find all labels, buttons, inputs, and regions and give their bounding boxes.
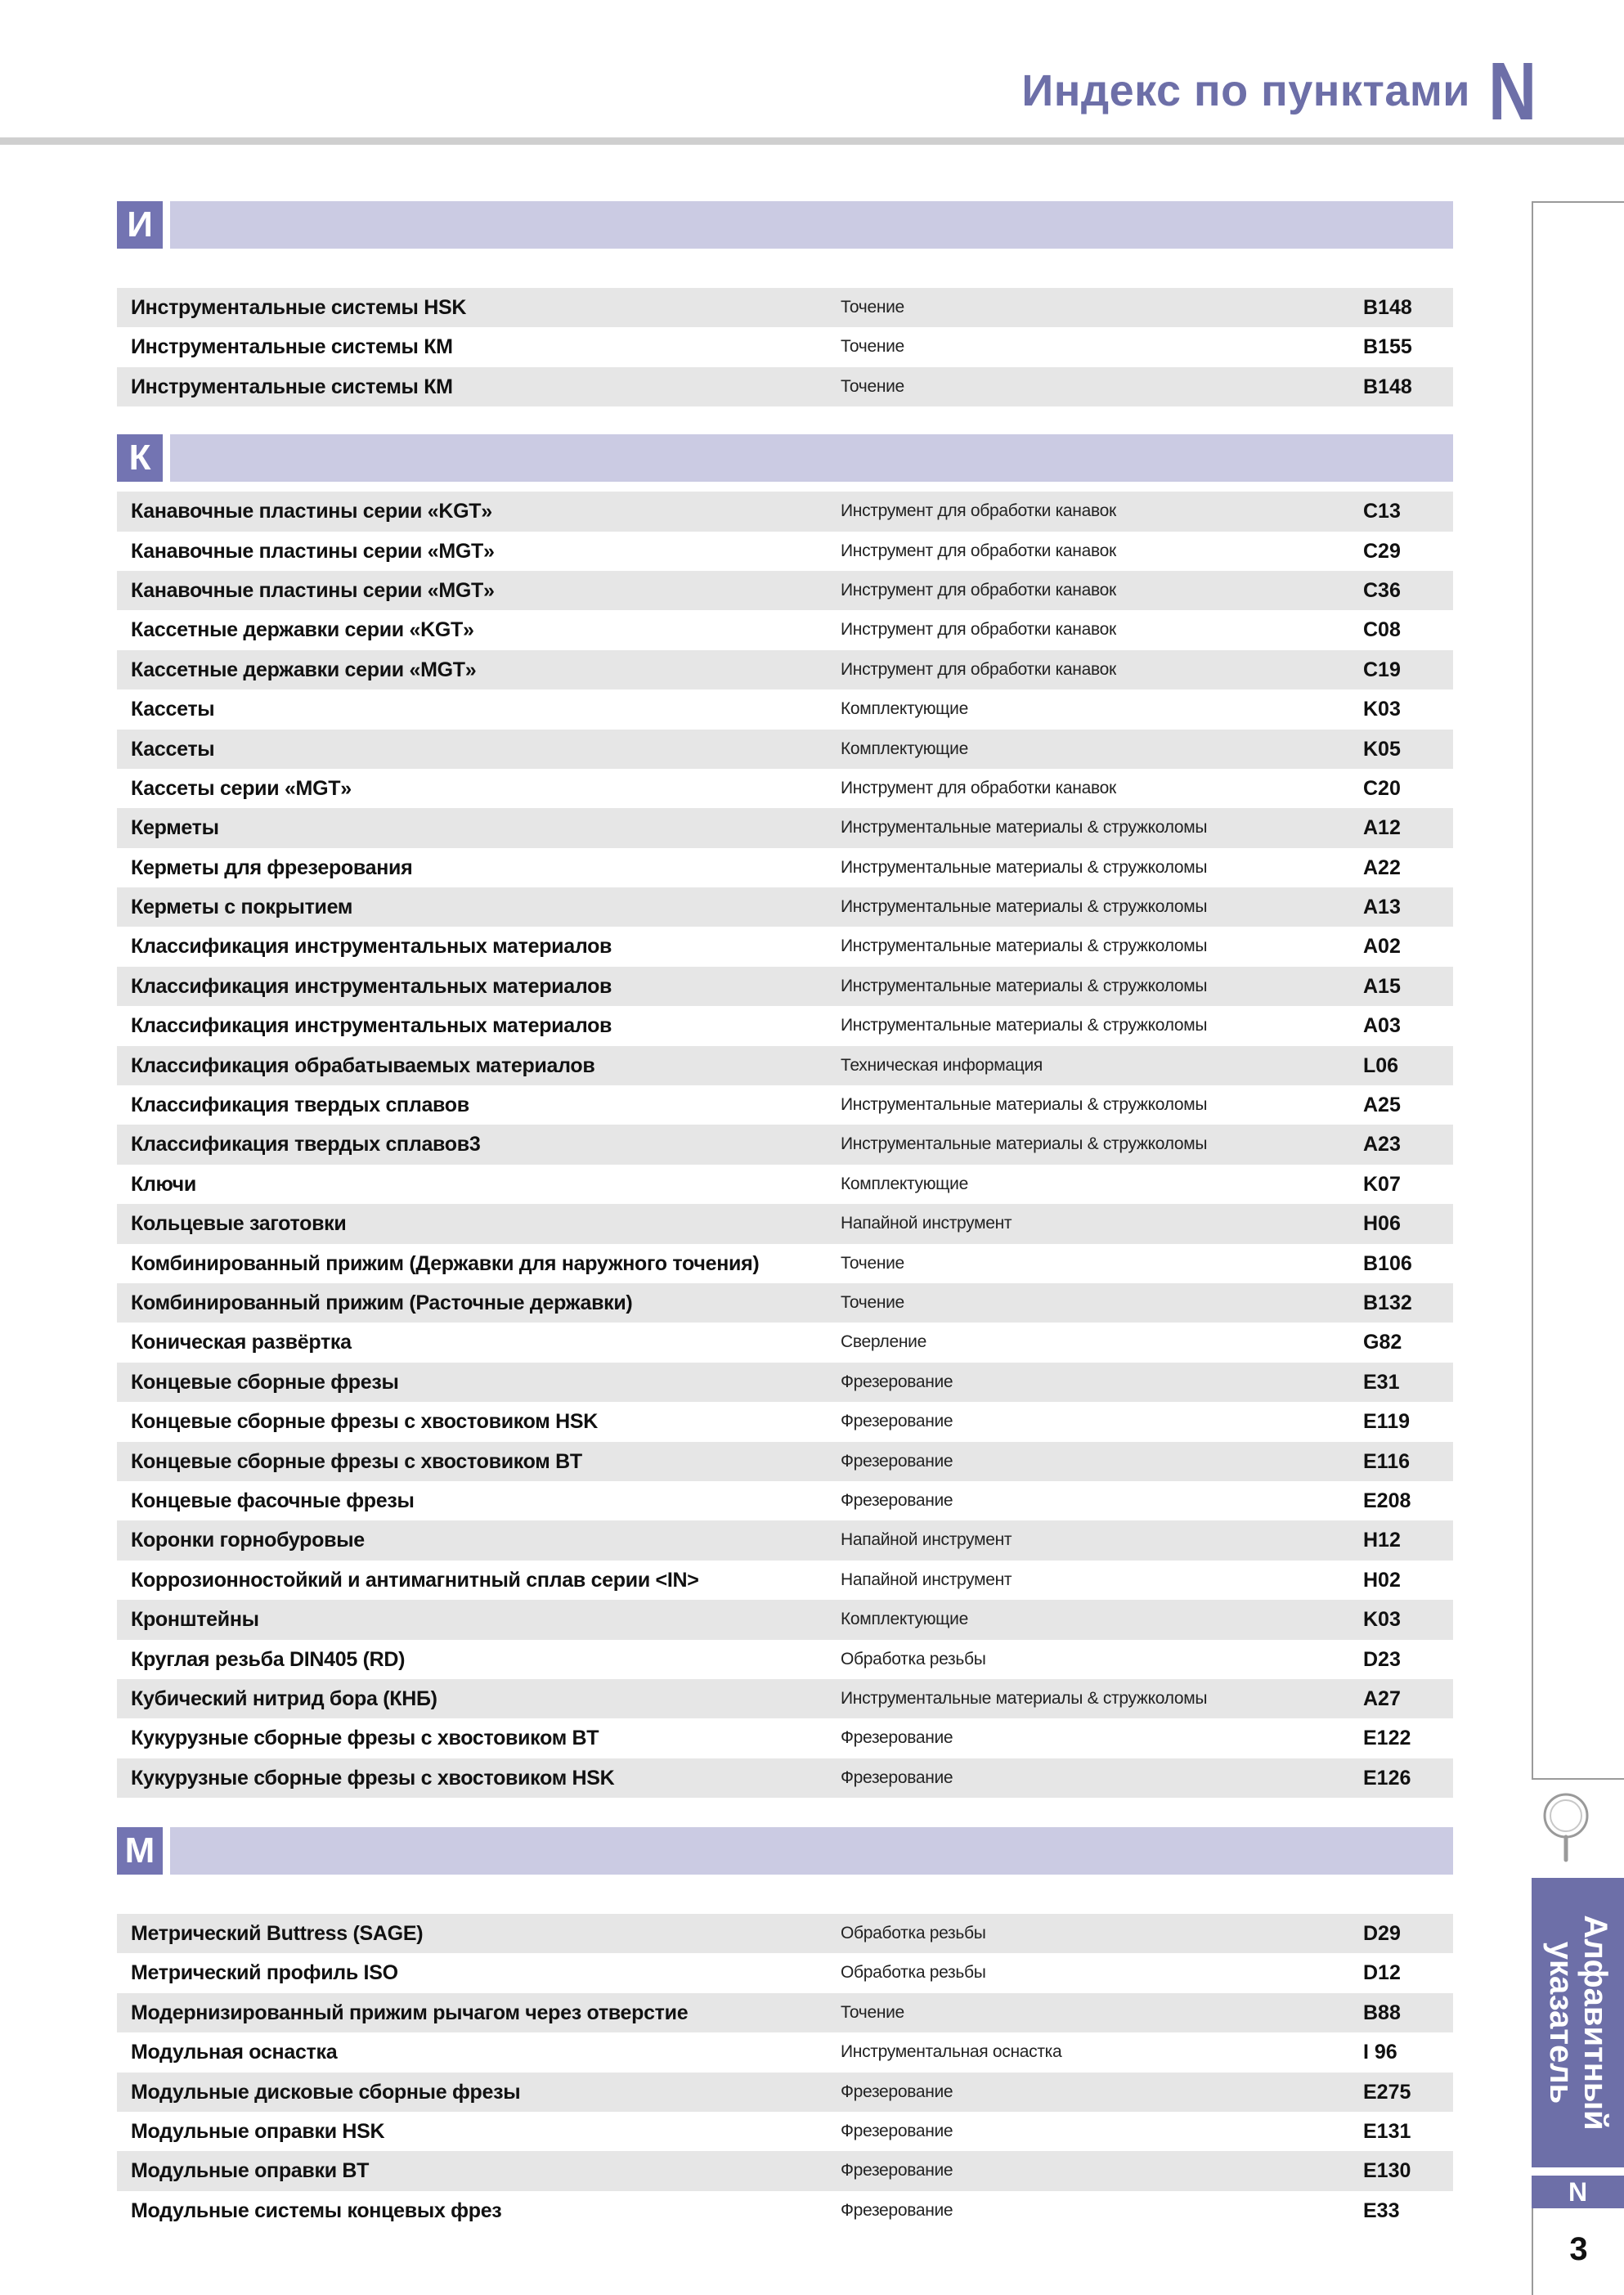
index-row[interactable] (117, 2073, 1453, 2112)
item-page-ref: C20 (1363, 776, 1401, 800)
item-page-ref: A27 (1363, 1686, 1401, 1710)
magnifier-icon (1541, 1791, 1591, 1865)
item-name: Концевые фасочные фрезы (131, 1489, 415, 1512)
item-name: Керметы с покрытием (131, 896, 353, 919)
item-category: Точение (841, 376, 904, 396)
item-category: Фрезерование (841, 1451, 953, 1471)
item-page-ref: A15 (1363, 974, 1401, 998)
item-page-ref: E131 (1363, 2120, 1411, 2144)
section-bar (170, 434, 1453, 482)
index-row[interactable] (117, 730, 1453, 769)
index-row[interactable] (117, 1283, 1453, 1323)
item-category: Сверление (841, 1332, 926, 1352)
item-category: Фрезерование (841, 2161, 953, 2180)
item-page-ref: C13 (1363, 500, 1401, 523)
item-category: Обработка резьбы (841, 1924, 986, 1943)
item-category: Инструмент для обработки канавок (841, 501, 1116, 521)
item-category: Инструмент для обработки канавок (841, 778, 1116, 797)
header-divider (0, 137, 1624, 145)
item-name: Классификация твердых сплавов3 (131, 1133, 481, 1156)
item-page-ref: E122 (1363, 1727, 1411, 1750)
item-page-ref: E116 (1363, 1449, 1411, 1473)
index-row[interactable] (117, 1244, 1453, 1283)
item-page-ref: B155 (1363, 335, 1412, 359)
item-page-ref: A23 (1363, 1133, 1401, 1156)
section-header (117, 1827, 1453, 1875)
item-page-ref: E33 (1363, 2198, 1400, 2222)
item-category: Инструмент для обработки канавок (841, 620, 1116, 640)
index-row[interactable] (117, 1442, 1453, 1481)
item-name: Модульные системы концевых фрез (131, 2198, 502, 2222)
item-page-ref: C29 (1363, 539, 1401, 563)
item-page-ref: B148 (1363, 375, 1412, 398)
item-name: Канавочные пластины серии «MGT» (131, 539, 495, 563)
item-name: Классификация инструментальных материалов (131, 935, 612, 959)
item-name: Концевые сборные фрезы с хвостовиком BT (131, 1449, 582, 1473)
item-page-ref: E130 (1363, 2159, 1411, 2183)
item-page-ref: D12 (1363, 1961, 1401, 1985)
item-name: Канавочные пластины серии «KGT» (131, 500, 492, 523)
item-name: Классификация инструментальных материалов (131, 1014, 612, 1038)
index-row[interactable] (117, 2151, 1453, 2190)
item-category: Точение (841, 1253, 904, 1273)
item-name: Комбинированный прижим (Расточные державки) (131, 1291, 633, 1314)
index-row[interactable] (117, 2191, 1453, 2230)
side-tab-alphabetical-index[interactable] (1532, 1878, 1624, 2167)
item-category: Фрезерование (841, 2082, 953, 2101)
item-name: Кассетные державки серии «MGT» (131, 658, 477, 681)
item-page-ref: K03 (1363, 1608, 1401, 1632)
section-header (117, 201, 1453, 249)
index-row[interactable] (117, 927, 1453, 966)
index-row[interactable] (117, 650, 1453, 689)
index-row[interactable] (117, 288, 1453, 327)
index-section (117, 1827, 1453, 2230)
side-tab-label (1544, 1915, 1613, 2130)
item-page-ref: E126 (1363, 1766, 1411, 1790)
item-name: Модернизированный прижим рычагом через отверстие (131, 2001, 689, 2024)
item-name: Кассетные державки серии «KGT» (131, 618, 474, 642)
item-page-ref: A02 (1363, 935, 1401, 959)
item-page-ref: K05 (1363, 737, 1401, 761)
index-row[interactable] (117, 327, 1453, 366)
item-page-ref: B106 (1363, 1251, 1412, 1275)
item-category: Напайной инструмент (841, 1214, 1012, 1233)
index-row[interactable] (117, 2032, 1453, 2072)
item-name: Коническая развёртка (131, 1331, 352, 1354)
item-name: Коронки горнобуровые (131, 1529, 365, 1552)
item-page-ref: E275 (1363, 2080, 1411, 2104)
index-row[interactable] (117, 1481, 1453, 1520)
item-category: Фрезерование (841, 1372, 953, 1391)
index-row[interactable] (117, 2112, 1453, 2151)
item-name: Концевые сборные фрезы (131, 1370, 399, 1394)
section-letter: M (117, 1827, 163, 1875)
index-section (117, 434, 1453, 1798)
item-category: Фрезерование (841, 2122, 953, 2141)
item-page-ref: A25 (1363, 1094, 1401, 1117)
item-name: Кольцевые заготовки (131, 1212, 347, 1236)
item-category: Инструментальные материалы & стружколомы (841, 1688, 1208, 1708)
item-name: Кукурузные сборные фрезы с хвостовиком BT (131, 1727, 599, 1750)
index-row[interactable] (117, 1323, 1453, 1362)
item-category: Инструментальные материалы & стружколомы (841, 1016, 1208, 1035)
item-name: Ключи (131, 1172, 196, 1196)
item-name: Коррозионностойкий и антимагнитный сплав серии <IN> (131, 1568, 699, 1592)
index-row[interactable] (117, 887, 1453, 927)
item-name: Классификация обрабатываемых материалов (131, 1053, 595, 1077)
index-row[interactable] (117, 1006, 1453, 1045)
index-row[interactable] (117, 571, 1453, 610)
item-page-ref: A22 (1363, 856, 1401, 879)
item-category: Техническая информация (841, 1055, 1043, 1075)
section-letter: И (117, 201, 163, 249)
item-category: Фрезерование (841, 1412, 953, 1431)
index-row[interactable] (117, 1993, 1453, 2032)
index-row[interactable] (117, 1125, 1453, 1164)
item-page-ref: A12 (1363, 816, 1401, 840)
item-page-ref: H12 (1363, 1529, 1401, 1552)
item-category: Инструментальные материалы & стружколомы (841, 1095, 1208, 1115)
index-row[interactable] (117, 1953, 1453, 1992)
item-category: Фрезерование (841, 2200, 953, 2220)
index-row[interactable] (117, 610, 1453, 649)
side-tab-letter: N (1532, 2176, 1624, 2208)
index-row[interactable] (117, 1165, 1453, 1204)
item-page-ref: K07 (1363, 1172, 1401, 1196)
item-category: Точение (841, 298, 904, 317)
index-row[interactable] (117, 1718, 1453, 1758)
page-title: Индекс по пунктами (1021, 66, 1470, 115)
item-category: Инструмент для обработки канавок (841, 659, 1116, 679)
item-name: Кассеты (131, 698, 215, 721)
item-category: Инструмент для обработки канавок (841, 541, 1116, 560)
item-page-ref: A13 (1363, 896, 1401, 919)
item-name: Модульные оправки HSK (131, 2120, 385, 2144)
index-section (117, 201, 1453, 406)
item-page-ref: A03 (1363, 1014, 1401, 1038)
item-page-ref: H02 (1363, 1568, 1401, 1592)
item-category: Точение (841, 2002, 904, 2022)
index-row[interactable] (117, 1520, 1453, 1560)
item-category: Комплектующие (841, 1610, 968, 1629)
item-category: Точение (841, 1292, 904, 1312)
item-category: Фрезерование (841, 1490, 953, 1510)
item-category: Инструментальные материалы & стружколомы (841, 936, 1208, 956)
item-name: Концевые сборные фрезы с хвостовиком HSK (131, 1410, 599, 1434)
index-row[interactable] (117, 769, 1453, 808)
item-category: Инструментальные материалы & стружколомы (841, 976, 1208, 995)
index-row[interactable] (117, 1679, 1453, 1718)
side-tab-line2: указатель (1542, 1941, 1579, 2104)
item-name: Комбинированный прижим (Державки для наружного точения) (131, 1251, 760, 1275)
item-name: Инструментальные системы HSK (131, 296, 467, 319)
index-row[interactable] (117, 1402, 1453, 1441)
item-page-ref: H06 (1363, 1212, 1401, 1236)
item-page-ref: B88 (1363, 2001, 1401, 2024)
item-category: Инструментальная оснастка (841, 2042, 1062, 2062)
section-bar (170, 201, 1453, 249)
item-page-ref: C36 (1363, 578, 1401, 602)
header-section-letter: N (1487, 46, 1537, 137)
item-name: Керметы для фрезерования (131, 856, 413, 879)
item-category: Инструментальные материалы & стружколомы (841, 857, 1208, 877)
index-list (117, 201, 1453, 2230)
item-page-ref: E119 (1363, 1410, 1411, 1434)
item-category: Фрезерование (841, 1728, 953, 1748)
index-row[interactable] (117, 1363, 1453, 1402)
item-category: Инструментальные материалы & стружколомы (841, 1134, 1208, 1154)
item-page-ref: I 96 (1363, 2041, 1397, 2064)
item-name: Классификация инструментальных материалов (131, 974, 612, 998)
side-tab-frame (1532, 201, 1624, 1780)
page-number: 3 (1532, 2208, 1624, 2295)
section-header (117, 434, 1453, 482)
item-category: Обработка резьбы (841, 1649, 986, 1668)
item-name: Круглая резьба DIN405 (RD) (131, 1647, 406, 1671)
item-name: Инструментальные системы КМ (131, 375, 453, 398)
item-category: Напайной инструмент (841, 1570, 1012, 1589)
item-name: Кубический нитрид бора (КНБ) (131, 1686, 437, 1710)
item-category: Обработка резьбы (841, 1963, 986, 1983)
index-row[interactable] (117, 689, 1453, 729)
index-row[interactable] (117, 492, 1453, 531)
item-name: Метрический профиль ISO (131, 1961, 398, 1985)
index-row[interactable] (117, 1758, 1453, 1798)
item-name: Кронштейны (131, 1608, 259, 1632)
item-name: Метрический Buttress (SAGE) (131, 1922, 424, 1946)
item-category: Комплектующие (841, 1174, 968, 1193)
index-row[interactable] (117, 967, 1453, 1006)
item-name: Керметы (131, 816, 219, 840)
item-page-ref: D29 (1363, 1922, 1401, 1946)
section-bar (170, 1827, 1453, 1875)
index-row[interactable] (117, 848, 1453, 887)
item-category: Инструментальные материалы & стружколомы (841, 818, 1208, 838)
item-page-ref: K03 (1363, 698, 1401, 721)
item-name: Канавочные пластины серии «MGT» (131, 578, 495, 602)
index-row[interactable] (117, 1085, 1453, 1125)
index-row[interactable] (117, 1600, 1453, 1639)
item-name: Кассеты (131, 737, 215, 761)
item-name: Классификация твердых сплавов (131, 1094, 469, 1117)
index-row[interactable] (117, 1561, 1453, 1600)
item-page-ref: D23 (1363, 1647, 1401, 1671)
item-page-ref: G82 (1363, 1331, 1402, 1354)
index-row[interactable] (117, 1204, 1453, 1243)
item-page-ref: B132 (1363, 1291, 1412, 1314)
index-row[interactable] (117, 808, 1453, 847)
item-name: Модульная оснастка (131, 2041, 338, 2064)
item-page-ref: E208 (1363, 1489, 1411, 1512)
item-category: Фрезерование (841, 1767, 953, 1787)
item-page-ref: C08 (1363, 618, 1401, 642)
item-category: Комплектующие (841, 739, 968, 758)
item-page-ref: E31 (1363, 1370, 1400, 1394)
item-category: Инструмент для обработки канавок (841, 580, 1116, 600)
side-tab-line1: Алфавитный (1577, 1915, 1613, 2131)
item-name: Модульные оправки BT (131, 2159, 370, 2183)
section-letter: К (117, 434, 163, 482)
item-category: Инструментальные материалы & стружколомы (841, 897, 1208, 917)
item-page-ref: L06 (1363, 1053, 1399, 1077)
item-name: Кассеты серии «MGT» (131, 776, 352, 800)
index-row[interactable] (117, 1046, 1453, 1085)
index-row[interactable] (117, 367, 1453, 406)
index-row[interactable] (117, 1640, 1453, 1679)
item-category: Комплектующие (841, 699, 968, 719)
item-name: Инструментальные системы КМ (131, 335, 453, 359)
item-category: Напайной инструмент (841, 1530, 1012, 1550)
item-page-ref: B148 (1363, 296, 1412, 319)
index-row[interactable] (117, 1914, 1453, 1953)
item-name: Модульные дисковые сборные фрезы (131, 2080, 521, 2104)
index-row[interactable] (117, 532, 1453, 571)
item-page-ref: C19 (1363, 658, 1401, 681)
item-name: Кукурузные сборные фрезы с хвостовиком HSK (131, 1766, 615, 1790)
item-category: Точение (841, 337, 904, 357)
